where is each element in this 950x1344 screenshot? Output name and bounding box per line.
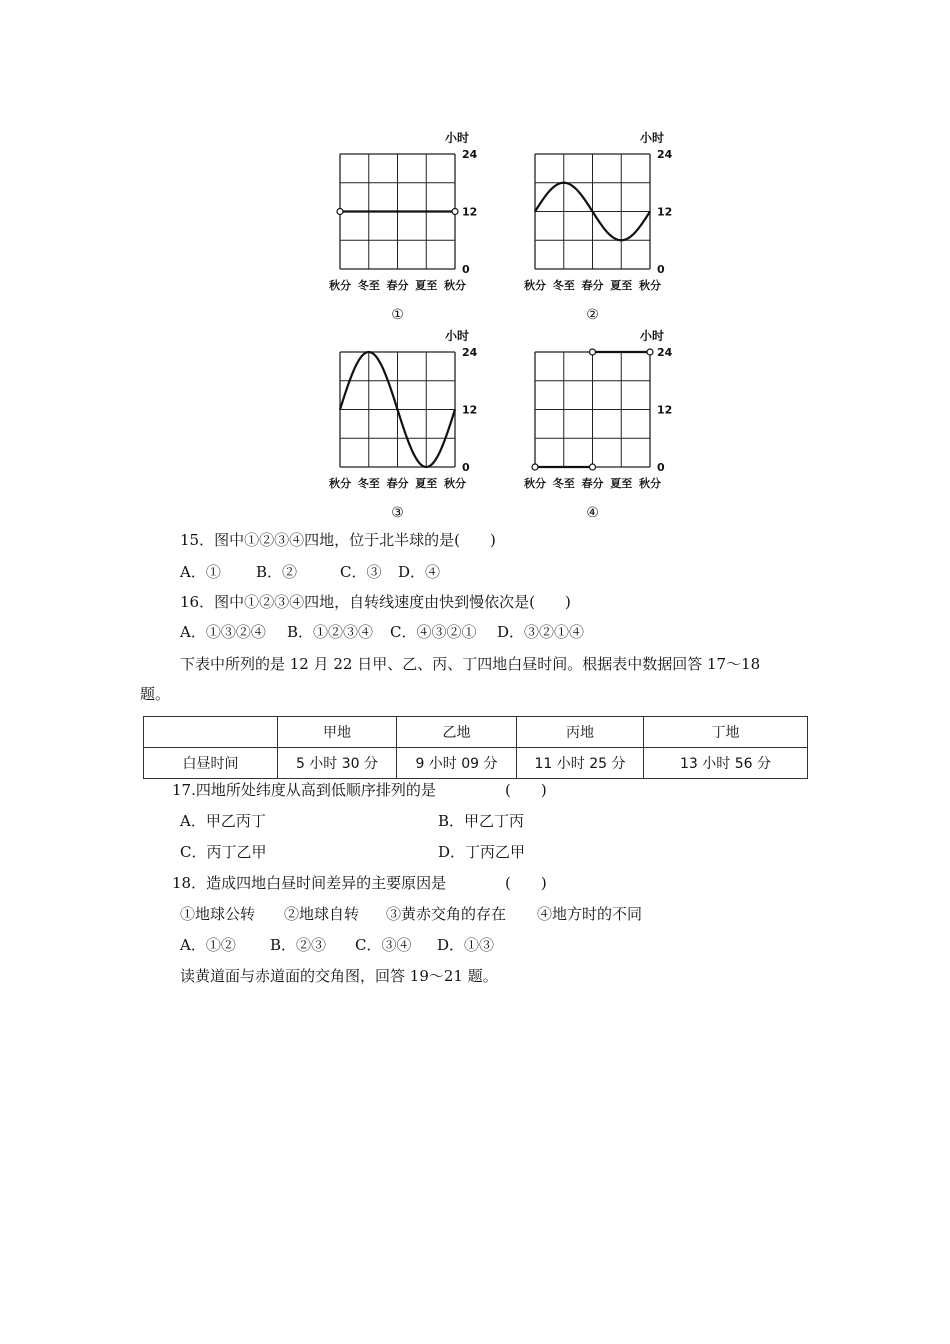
q18-option-b: B．②③: [270, 936, 327, 954]
q18-option-a: A．①②: [180, 936, 236, 954]
q15-option-c: C．③: [340, 563, 382, 581]
q17-option-d: D．丁丙乙甲: [438, 843, 526, 861]
chart-number-label: ④: [586, 505, 599, 521]
segment-endpoint-open: [532, 464, 538, 470]
q17-option-b: B．甲乙丁丙: [438, 812, 525, 830]
table-header-cell: 丁地: [644, 717, 808, 748]
q16-stem: 16．图中①②③④四地，自转线速度由快到慢依次是( ): [180, 593, 571, 611]
x-tick-label: 秋分: [639, 477, 661, 490]
q17-option-c: C．丙丁乙甲: [180, 843, 267, 861]
table-cell: 白昼时间: [144, 748, 278, 779]
q15-stem: 15．图中①②③④四地，位于北半球的是( ): [180, 531, 496, 549]
q16-option-a: A．①③②④: [180, 623, 266, 641]
chart-number-label: ②: [586, 307, 599, 323]
y-unit-label: 小时: [640, 329, 665, 343]
x-tick-label: 夏至: [610, 477, 633, 490]
segment-endpoint-open: [590, 464, 596, 470]
q16-option-d: D．③②①④: [497, 623, 585, 641]
y-unit-label: 小时: [445, 131, 470, 145]
intro-1-line-1: 下表中所列的是 12 月 22 日甲、乙、丙、丁四地白昼时间。根据表中数据回答 17～18: [180, 655, 761, 673]
table-cell: 11 小时 25 分: [517, 748, 644, 779]
table-cell: 13 小时 56 分: [644, 748, 808, 779]
chart-4: [505, 323, 705, 521]
table-cell: 9 小时 09 分: [397, 748, 517, 779]
x-tick-label: 冬至: [357, 477, 380, 490]
y-tick-label: 24: [657, 346, 673, 359]
line-endpoint-open: [452, 209, 458, 215]
table-header-cell: 甲地: [278, 717, 397, 748]
chart-1-svg: [310, 125, 510, 323]
x-tick-label: 春分: [386, 279, 409, 292]
daylight-table: [143, 716, 808, 779]
x-tick-label: 夏至: [415, 279, 438, 292]
x-tick-label: 秋分: [524, 279, 546, 292]
x-tick-label: 冬至: [357, 279, 380, 292]
y-tick-label: 12: [462, 205, 478, 219]
table-header-row: [144, 717, 808, 748]
segment-endpoint-open: [647, 349, 653, 355]
q15-option-a: A．①: [180, 563, 221, 581]
x-tick-label: 秋分: [444, 279, 466, 292]
q18-choice-4: ④地方时的不同: [537, 905, 643, 923]
table-row: [144, 748, 808, 779]
q15-option-b: B．②: [256, 563, 298, 581]
q18-option-c: C．③④: [355, 936, 412, 954]
q17-option-a: A．甲乙丙丁: [180, 812, 266, 830]
y-tick-label: 0: [462, 461, 470, 474]
table-header-cell: 丙地: [517, 717, 644, 748]
q16-option-c: C．④③②①: [390, 623, 477, 641]
segment-endpoint-open: [590, 349, 596, 355]
q15-option-d: D．④: [398, 563, 441, 581]
x-tick-label: 秋分: [329, 477, 351, 490]
q18-choice-3: ③黄赤交角的存在: [386, 905, 507, 923]
x-tick-label: 春分: [581, 279, 604, 292]
table-header-cell: 乙地: [397, 717, 517, 748]
chart-2: [505, 125, 705, 323]
chart-4-svg: [505, 323, 705, 521]
y-unit-label: 小时: [445, 329, 470, 343]
y-tick-label: 0: [657, 461, 665, 474]
y-unit-label: 小时: [640, 131, 665, 145]
x-tick-label: 秋分: [639, 279, 661, 292]
chart-number-label: ③: [391, 505, 404, 521]
q18-option-d: D．①③: [437, 936, 495, 954]
y-tick-label: 24: [462, 148, 478, 161]
y-tick-label: 0: [462, 263, 470, 276]
x-tick-label: 春分: [386, 477, 409, 490]
x-tick-label: 冬至: [552, 279, 575, 292]
q18-stem: 18．造成四地白昼时间差异的主要原因是: [172, 874, 447, 892]
line-endpoint-open: [337, 209, 343, 215]
chart-2-svg: [505, 125, 705, 323]
q18-answer-paren: ( ): [505, 874, 547, 892]
x-tick-label: 秋分: [329, 279, 351, 292]
table-cell: 5 小时 30 分: [278, 748, 397, 779]
y-tick-label: 12: [462, 403, 478, 417]
q18-choice-1: ①地球公转: [180, 905, 256, 923]
x-tick-label: 夏至: [415, 477, 438, 490]
y-tick-label: 24: [657, 148, 673, 161]
y-tick-label: 0: [657, 263, 665, 276]
table-header-cell: [144, 717, 278, 748]
intro-1-line-2: 题。: [140, 685, 171, 703]
chart-1: [310, 125, 510, 323]
y-tick-label: 12: [657, 205, 673, 219]
q17-stem: 17.四地所处纬度从高到低顺序排列的是: [172, 781, 436, 799]
chart-3: [310, 323, 510, 521]
q17-answer-paren: ( ): [505, 781, 547, 799]
q16-option-b: B．①②③④: [287, 623, 374, 641]
y-tick-label: 12: [657, 403, 673, 417]
chart-number-label: ①: [391, 307, 404, 323]
chart-3-svg: [310, 323, 510, 521]
x-tick-label: 夏至: [610, 279, 633, 292]
x-tick-label: 春分: [581, 477, 604, 490]
intro-2: 读黄道面与赤道面的交角图，回答 19～21 题。: [180, 967, 498, 985]
x-tick-label: 冬至: [552, 477, 575, 490]
x-tick-label: 秋分: [524, 477, 546, 490]
y-tick-label: 24: [462, 346, 478, 359]
q18-choice-2: ②地球自转: [284, 905, 360, 923]
x-tick-label: 秋分: [444, 477, 466, 490]
